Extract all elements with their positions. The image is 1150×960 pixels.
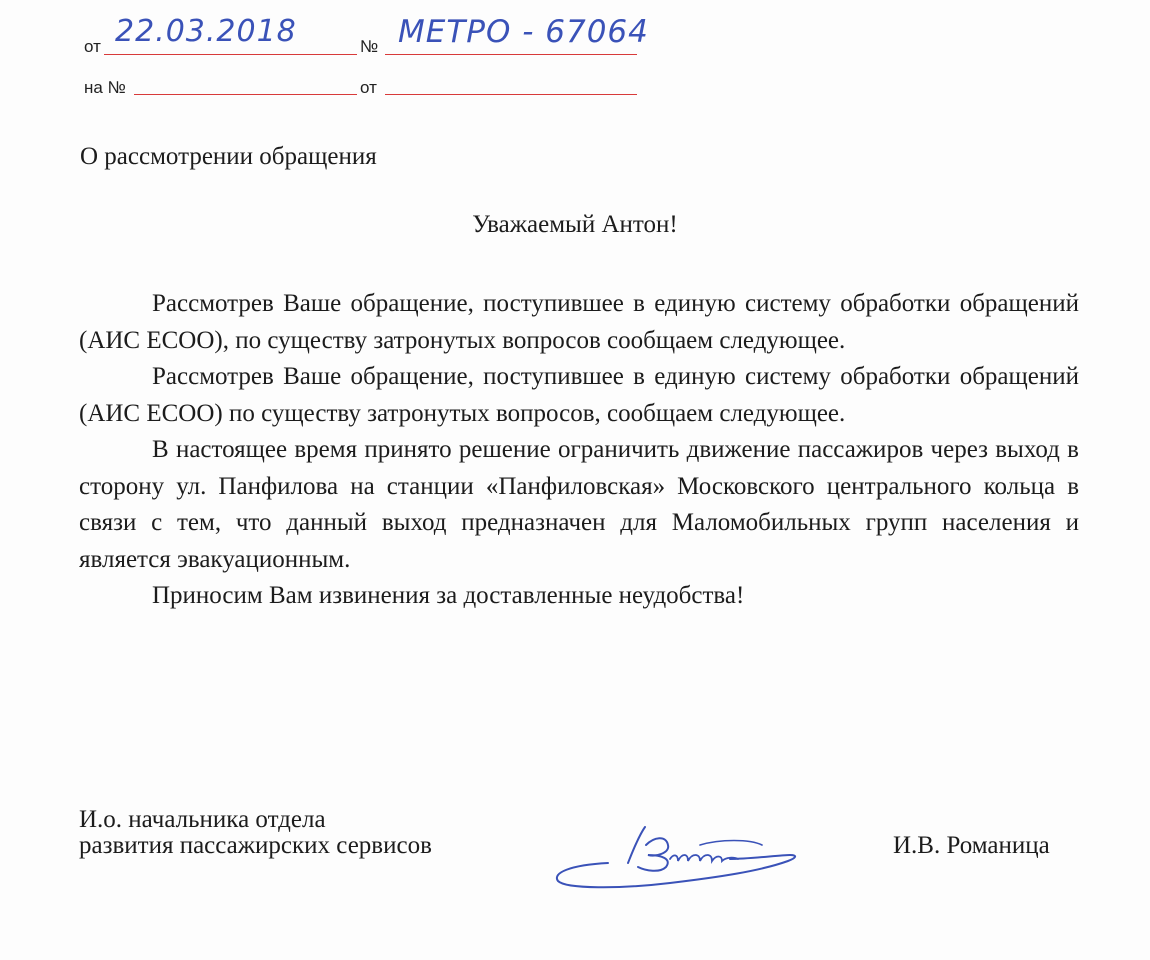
letter-body <box>79 286 1079 615</box>
number-handwritten: МЕТРО - 67064 <box>398 14 649 50</box>
position-line-2: развития пассажирских сервисов <box>79 832 432 859</box>
body-paragraph: Рассмотрев Ваше обращение, поступившее в единую систему обработки обращений (АИС ЕСОО), по существу затронутых вопросов сообщаем следующее. <box>79 290 1079 354</box>
handwritten-signature <box>550 815 810 895</box>
signatory-name: И.В. Романица <box>893 832 1050 859</box>
reply-number-label: на № <box>84 78 126 97</box>
position-line-1: И.о. начальника отдела <box>79 806 326 833</box>
reply-number-underline <box>134 94 357 95</box>
letter-subject: О рассмотрении обращения <box>80 143 377 170</box>
date-handwritten: 22.03.2018 <box>115 14 297 49</box>
number-label: № <box>360 37 379 56</box>
date-label: от <box>84 37 101 56</box>
number-underline <box>385 54 637 55</box>
letter-greeting: Уважаемый Антон! <box>472 211 678 238</box>
body-paragraph: Приносим Вам извинения за доставленные неудобства! <box>152 582 745 609</box>
reply-date-underline <box>385 94 637 95</box>
signatory-position <box>79 807 432 859</box>
reply-date-label: от <box>360 78 377 97</box>
body-paragraph: Рассмотрев Ваше обращение, поступившее в единую систему обработки обращений (АИС ЕСОО) по существу затронутых вопросов, сообщаем следующее. <box>79 363 1079 427</box>
body-paragraph: В настоящее время принято решение ограничить движение пассажиров через выход в сторону ул. Панфилова на станции «Панфиловская» Московского центрального кольца в связи с тем, что данный выход предназначен для Маломобильных групп населения и является эвакуационным. <box>79 436 1079 573</box>
date-underline <box>104 54 357 55</box>
